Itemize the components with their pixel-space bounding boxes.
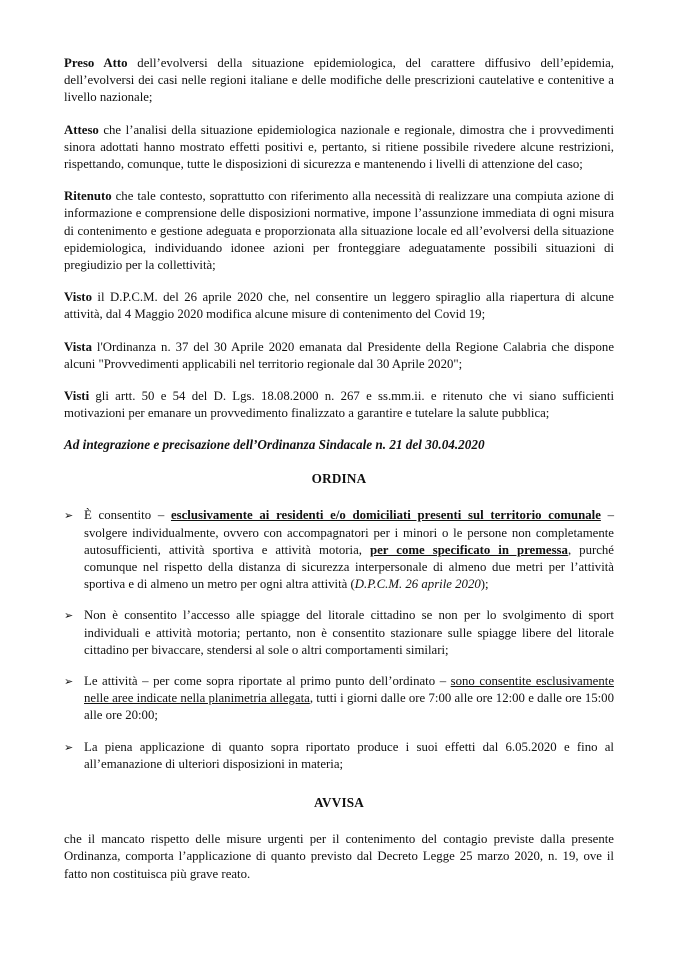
paragraph-lead: Vista: [64, 339, 92, 354]
paragraph-vista: [64, 339, 614, 373]
bullet-text-part: – svolgere individualmente, ovvero con accompagnatori per i minori o le persone non completamente autosufficienti, attività sportiva e attività motoria,: [84, 508, 614, 557]
bullet-text: [84, 507, 614, 593]
paragraph-lead: Preso Atto: [64, 56, 128, 70]
arrow-bullet-icon: ➢: [64, 609, 74, 623]
paragraph-lead: Atteso: [64, 122, 99, 137]
bullet-text: [84, 673, 614, 725]
paragraph-text: il D.P.C.M. del 26 aprile 2020 che, nel consentire un leggero spiraglio alla riapertura di alcune attività, dal 4 Maggio 2020 modifica alcune misure di contenimento del Covid 19;: [64, 290, 614, 322]
ordina-bullet-1: [64, 507, 614, 593]
bullet-underlined-text: sono consentite esclusivamente nelle aree indicate nella planimetria allegata: [84, 674, 614, 706]
paragraph-lead: Visto: [64, 290, 92, 305]
avvisa-paragraph: che il mancato rispetto delle misure urgenti per il contenimento del contagio previste dalla presente Ordinanza, comporta l’applicazione di quanto previsto dal Decreto Legge 25 marzo 2020, n. 19, ove il fatto non costituisca più grave reato.: [64, 832, 614, 881]
bullet-text-part: , purché comunque nel rispetto della distanza di sicurezza interpersonale di almeno due metri per l’attività sportiva e di almeno un metro per ogni altra attività (: [84, 542, 614, 592]
bullet-italic-text: D.P.C.M. 26 aprile 2020: [354, 577, 481, 592]
paragraph-text: che tale contesto, soprattutto con riferimento alla necessità di realizzare una compiuta azione di informazione e comprensione delle disposizioni normative, impone l’assunzione immediata di ogni misura di contenimento e gestione adeguata e proporzionata alla situazione locale ed all’evolversi della situazione epidemiologica, individuando idonee azioni per fronteggiare adeguatamente possibili situazioni di pregiudizio per la collettività;: [64, 189, 614, 273]
integration-heading: Ad integrazione e precisazione dell’Ordinanza Sindacale n. 21 del 30.04.2020: [64, 437, 485, 453]
bullet-text-part: , tutti i giorni dalle ore 7:00 alle ore 12:00 e dalle ore 15:00 alle ore 20:00;: [84, 691, 614, 723]
bullet-underlined-text: per come specificato in premessa: [370, 542, 568, 557]
arrow-bullet-icon: ➢: [64, 740, 74, 754]
ordina-bullet-4: [64, 739, 614, 773]
ordina-bullet-3: [64, 673, 614, 725]
paragraph-preso-atto: [64, 55, 614, 107]
avvisa-title: AVVISA: [313, 795, 365, 811]
paragraph-ritenuto: [64, 188, 614, 274]
arrow-bullet-icon: ➢: [64, 509, 74, 523]
paragraph-lead: Ritenuto: [64, 189, 112, 204]
bullet-underlined-text: esclusivamente ai residenti e/o domiciliati presenti sul territorio comunale: [170, 508, 601, 523]
bullet-text-part: Le attività – per come sopra riportate al primo punto dell’ordinato –: [84, 674, 451, 689]
bullet-text-part: );: [480, 577, 489, 592]
paragraph-atteso: [64, 122, 614, 174]
bullet-text: Non è consentito l’accesso alle spiagge del litorale cittadino se non per lo svolgimento di sport individuali e attività motoria; pertanto, non è consentito stazionare sulle spiagge libere del litorale cittadino per bivaccare, stendersi al sole o altri comportamenti similari;: [84, 608, 614, 657]
paragraph-text: l'Ordinanza n. 37 del 30 Aprile 2020 emanata dal Presidente della Regione Calabria che dispone alcuni "Provvedimenti applicabili nel territorio regionale dal 30 Aprile 2020";: [64, 339, 614, 371]
bullet-text: La piena applicazione di quanto sopra riportato produce i suoi effetti dal 6.05.2020 e fino al all’emanazione di ulteriori disposizioni in materia;: [84, 739, 614, 771]
arrow-bullet-icon: ➢: [64, 675, 74, 689]
paragraph-lead: Visti: [64, 389, 90, 404]
paragraph-text: gli artt. 50 e 54 del D. Lgs. 18.08.2000 n. 267 e ss.mm.ii. e ritenuto che vi siano sufficienti motivazioni per emanare un provvedimento finalizzato a garantire e tutelare la salute pubblica;: [64, 389, 614, 421]
paragraph-text: che l’analisi della situazione epidemiologica nazionale e regionale, dimostra che i provvedimenti sinora adottati hanno mostrato effetti positivi e, pertanto, si ritiene possibile rivedere alcune restrizioni, rispettando, comunque, tutte le disposizioni di sicurezza e mantenendo i livelli di attenzione del caso;: [64, 122, 614, 172]
paragraph-text: dell’evolversi della situazione epidemiologica, del carattere diffusivo dell’epidemia, dell’evolversi dei casi nelle regioni italiane e delle modifiche delle prescrizioni cautelative e contenitive a livello nazionale;: [64, 56, 615, 105]
paragraph-visto: [64, 289, 614, 323]
ordina-bullet-2: [64, 607, 614, 659]
paragraph-visti: [64, 388, 614, 422]
ordina-title: ORDINA: [311, 471, 367, 487]
bullet-text-part: È consentito –: [84, 508, 171, 523]
